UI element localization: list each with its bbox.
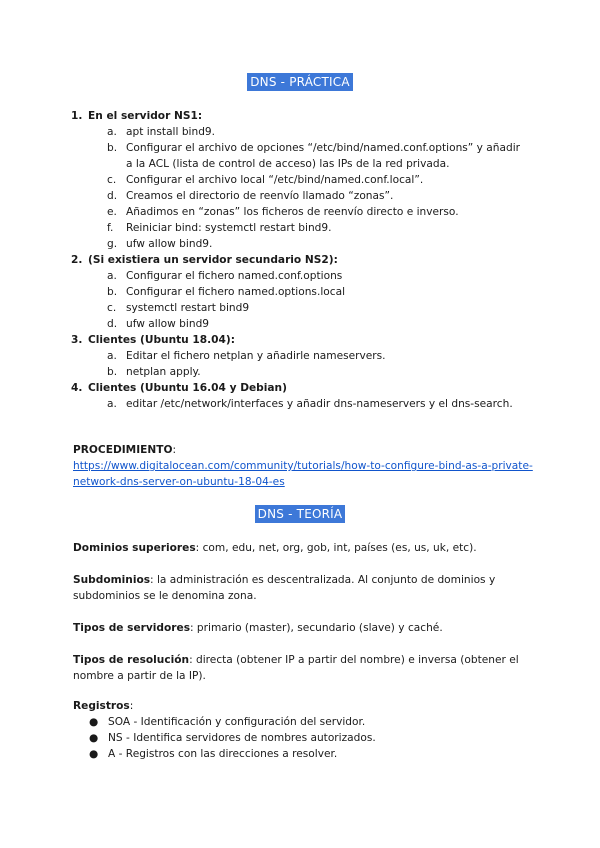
top-domains-label: Dominios superiores xyxy=(73,542,196,554)
resolution-types-text: : directa (obtener IP a partir del nombre) e inversa (obtener el nombre a partir de la IP). xyxy=(73,654,519,682)
substep-item xyxy=(107,220,528,236)
substep-item xyxy=(107,348,528,364)
substep-letter: a. xyxy=(107,126,117,138)
substep-item xyxy=(107,300,528,316)
record-item xyxy=(89,746,528,762)
substep-list xyxy=(88,396,528,412)
substep-item xyxy=(107,204,528,220)
theory-heading-wrap xyxy=(0,505,600,523)
substep-letter: d. xyxy=(107,190,118,202)
step-number: 3. xyxy=(71,334,83,346)
subdomains-label: Subdominios xyxy=(73,574,151,586)
practice-steps xyxy=(71,108,528,412)
server-types-text: : primario (master), secundario (slave) y caché. xyxy=(190,622,443,634)
subdomains-paragraph xyxy=(73,572,533,604)
record-text: A - Registros con las direcciones a resolver. xyxy=(108,748,338,760)
substep-item xyxy=(107,268,528,284)
substep-text: Reiniciar bind: systemctl restart bind9. xyxy=(126,222,332,234)
server-types-paragraph xyxy=(73,620,533,636)
substep-list xyxy=(88,268,528,332)
substep-text: Configurar el archivo local “/etc/bind/named.conf.local”. xyxy=(126,174,424,186)
records-label: Registros xyxy=(73,700,130,712)
substep-letter: c. xyxy=(107,174,117,186)
substep-letter: a. xyxy=(107,350,117,362)
substep-letter: g. xyxy=(107,238,118,250)
substep-item xyxy=(107,140,528,172)
bullet-icon: ● xyxy=(89,732,99,744)
substep-letter: e. xyxy=(107,206,117,218)
substep-list xyxy=(88,124,528,252)
substep-text: editar /etc/network/interfaces y añadir dns-nameservers y el dns-search. xyxy=(126,398,513,410)
bullet-icon: ● xyxy=(89,748,99,760)
step-section xyxy=(71,108,528,252)
substep-item xyxy=(107,316,528,332)
step-section xyxy=(71,380,528,412)
step-title: En el servidor NS1: xyxy=(88,110,203,122)
substep-letter: b. xyxy=(107,286,118,298)
step-number: 2. xyxy=(71,254,83,266)
substep-text: systemctl restart bind9 xyxy=(126,302,250,314)
substep-letter: b. xyxy=(107,366,118,378)
records-list xyxy=(89,714,528,762)
substep-item xyxy=(107,284,528,300)
record-item xyxy=(89,730,528,746)
step-section xyxy=(71,252,528,332)
practice-heading-wrap xyxy=(0,73,600,91)
substep-text: ufw allow bind9. xyxy=(126,238,213,250)
bullet-icon: ● xyxy=(89,716,99,728)
substep-text: Añadimos en “zonas” los ficheros de reenvío directo e inverso. xyxy=(126,206,459,218)
substep-letter: f. xyxy=(107,222,114,234)
resolution-types-paragraph xyxy=(73,652,533,684)
substep-text: apt install bind9. xyxy=(126,126,216,138)
substep-text: netplan apply. xyxy=(126,366,201,378)
step-title: Clientes (Ubuntu 18.04): xyxy=(88,334,235,346)
step-title: (Si existiera un servidor secundario NS2): xyxy=(88,254,338,266)
substep-letter: b. xyxy=(107,142,118,154)
substep-item xyxy=(107,364,528,380)
substep-list xyxy=(88,348,528,380)
server-types-label: Tipos de servidores xyxy=(73,622,190,634)
substep-item xyxy=(107,188,528,204)
step-title: Clientes (Ubuntu 16.04 y Debian) xyxy=(88,382,287,394)
substep-item xyxy=(107,236,528,252)
records-heading xyxy=(73,698,533,714)
substep-letter: c. xyxy=(107,302,117,314)
procedure-colon: : xyxy=(172,444,177,456)
top-domains-text: : com, edu, net, org, gob, int, países (es, us, uk, etc). xyxy=(195,542,477,554)
substep-text: Configurar el fichero named.options.local xyxy=(126,286,346,298)
record-item xyxy=(89,714,528,730)
top-domains-paragraph xyxy=(73,540,533,556)
procedure-link[interactable]: https://www.digitalocean.com/community/tutorials/how-to-configure-bind-as-a-private-network-dns-server-on-ubuntu-18-04-es xyxy=(73,460,533,488)
substep-text: Editar el fichero netplan y añadirle nameservers. xyxy=(126,350,386,362)
substep-text: Configurar el archivo de opciones “/etc/bind/named.conf.options” y añadir a la ACL (lista de control de acceso) las IPs de la red privada. xyxy=(126,142,521,170)
substep-text: Creamos el directorio de reenvío llamado “zonas”. xyxy=(126,190,394,202)
substep-letter: d. xyxy=(107,318,118,330)
substep-letter: a. xyxy=(107,270,117,282)
records-colon: : xyxy=(129,700,134,712)
step-section xyxy=(71,332,528,380)
substep-text: ufw allow bind9 xyxy=(126,318,210,330)
substep-text: Configurar el fichero named.conf.options xyxy=(126,270,343,282)
substep-item xyxy=(107,124,528,140)
step-number: 4. xyxy=(71,382,83,394)
subdomains-text: : la administración es descentralizada. Al conjunto de dominios y subdominios se le denomina zona. xyxy=(73,574,496,602)
procedure-block xyxy=(73,442,533,490)
substep-item xyxy=(107,396,528,412)
substep-item xyxy=(107,172,528,188)
record-text: SOA - Identificación y configuración del servidor. xyxy=(108,716,366,728)
theory-heading: DNS - TEORÍA xyxy=(255,505,346,523)
procedure-label: PROCEDIMIENTO xyxy=(73,444,173,456)
record-text: NS - Identifica servidores de nombres autorizados. xyxy=(108,732,376,744)
substep-letter: a. xyxy=(107,398,117,410)
practice-heading: DNS - PRÁCTICA xyxy=(247,73,353,91)
resolution-types-label: Tipos de resolución xyxy=(73,654,190,666)
step-number: 1. xyxy=(71,110,83,122)
